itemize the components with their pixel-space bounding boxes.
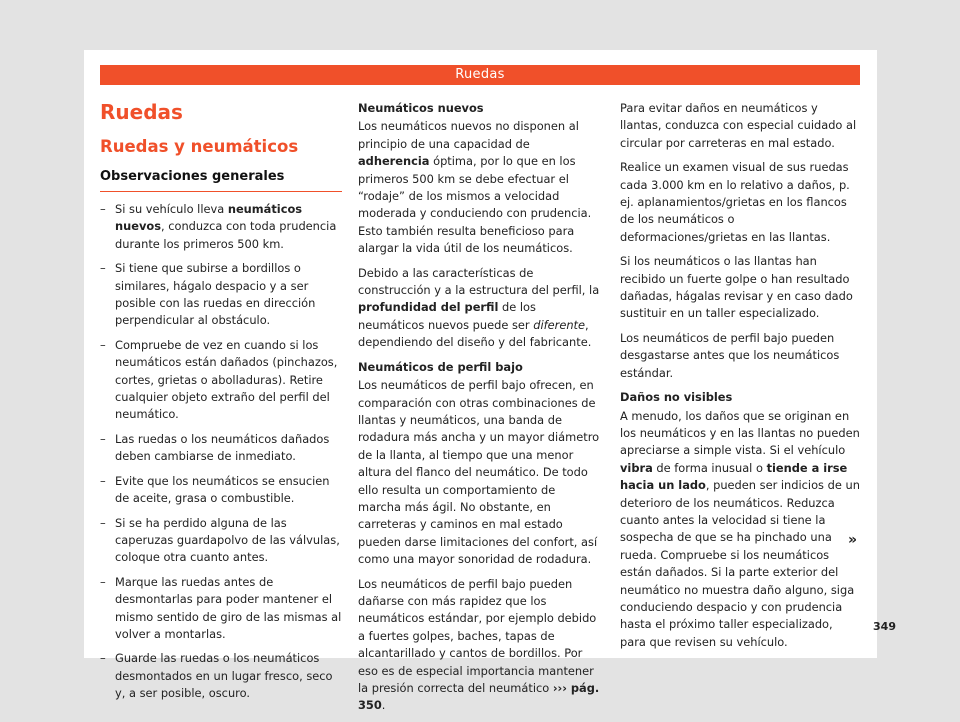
list-item: – Compruebe de vez en cuando si los neumáticos están dañados (pinchazos, cortes, grietas o abolladuras). Retire cualquier objeto extraño del perfil del neumático.	[100, 337, 342, 424]
heading-new-tyres: Neumáticos nuevos	[358, 101, 484, 115]
paragraph: Los neumáticos de perfil bajo ofrecen, en comparación con otras combinaciones de llantas y neumáticos, una banda de rodadura más ancha y un mayor diámetro de la llanta, al tiempo que una menor altura del flanco del neumático. De todo ello resulta un comportamiento de marcha más ágil. No obstante, en carreteras y caminos en mal estado pueden darse limitaciones del confort, así como una mayor sonoridad de rodadura.	[358, 378, 600, 567]
continue-marker: »	[848, 532, 858, 548]
running-header-label: Ruedas	[455, 67, 505, 82]
paragraph: Los neumáticos nuevos no disponen al principio de una capacidad de adherencia óptima, por lo que en los primeros 500 km se debe efectuar el “rodaje” de los mismos a velocidad moderada y conduciendo con prudencia. Esto también resulta beneficioso para alargar la vida útil de los neumáticos.	[358, 119, 592, 256]
list-item: – Marque las ruedas antes de desmontarlas para poder mantener el mismo sentido de giro de las mismas al volver a montarlas.	[100, 574, 342, 644]
paragraph: Los neumáticos de perfil bajo pueden dañarse con más rapidez que los neumáticos estándar, por ejemplo debido a fuertes golpes, baches, tapas de alcantarillado y cantos de bordillos. Por eso es de especial importancia mantener la presión correcta del neumático ››› pág. 350.	[358, 576, 600, 713]
chapter-subtitle: Ruedas y neumáticos	[100, 137, 299, 156]
paragraph: Realice un examen visual de sus ruedas cada 3.000 km en lo relativo a daños, p. ej. aplanamientos/grietas en los flancos de los neumáticos o deformaciones/grietas en las llantas.	[620, 160, 850, 244]
page-title: Ruedas	[100, 100, 183, 124]
list-item: – Evite que los neumáticos se ensucien de aceite, grasa o combustible.	[100, 473, 342, 508]
paragraph: A menudo, los daños que se originan en los neumáticos y en las llantas no pueden apreciarse a simple vista. Si el vehículo vibra de forma inusual o tiende a irse hacia un lado, pueden ser indicios de un deterioro de los neumáticos. Reduzca cuanto antes la velocidad si tiene la sospecha de que se ha pinchado una rueda. Compruebe si los neumáticos están dañados. Si la parte exterior del neumático no muestra daño alguno, siga conduciendo despacio y con prudencia hasta el próximo taller especializado, para que revisen su vehículo.	[620, 408, 860, 649]
bold-term: profundidad del perfil	[358, 300, 499, 315]
bold-term: adherencia	[358, 154, 430, 169]
list-item: – Las ruedas o los neumáticos dañados deben cambiarse de inmediato.	[100, 431, 342, 466]
list-item: – Si se ha perdido alguna de las caperuzas guardapolvo de las válvulas, coloque otra cuanto antes.	[100, 515, 342, 567]
list-item: – Guarde las ruedas o los neumáticos desmontados en un lugar fresco, seco y, a ser posible, oscuro.	[100, 650, 342, 702]
column-2	[358, 100, 600, 722]
list-item: – Si su vehículo lleva neumáticos nuevos, conduzca con toda prudencia durante los primeros 500 km.	[100, 201, 342, 253]
column-1	[100, 100, 342, 710]
page-reference-link[interactable]: ››› pág. 350	[358, 681, 600, 713]
heading-low-profile: Neumáticos de perfil bajo	[358, 359, 523, 374]
paragraph: Debido a las características de construcción y a la estructura del perfil, la profundidad del perfil de los neumáticos nuevos puede ser diferente, dependiendo del diseño y del fabricante.	[358, 265, 600, 350]
running-header	[100, 65, 860, 85]
paragraph: Los neumáticos de perfil bajo pueden desgastarse antes que los neumáticos estándar.	[620, 330, 840, 380]
bold-term: neumáticos nuevos	[115, 202, 303, 234]
heading-hidden-damage: Daños no visibles	[620, 390, 733, 405]
list-item: – Si tiene que subirse a bordillos o similares, hágalo despacio y a ser posible con las ruedas en dirección perpendicular al obstáculo.	[100, 260, 342, 330]
observations-list	[100, 201, 342, 703]
section-heading: Observaciones generales	[100, 168, 342, 192]
page-number: 349	[873, 620, 896, 633]
italic-term: diferente	[533, 317, 586, 332]
paragraph: Si los neumáticos o las llantas han recibido un fuerte golpe o han resultado dañadas, hágalas revisar y en caso dado sustituir en un taller especializado.	[620, 254, 853, 321]
column-3	[620, 100, 862, 658]
bold-term: tiende a irse hacia un lado	[620, 460, 848, 493]
paragraph: Para evitar daños en neumáticos y llantas, conduzca con especial cuidado al circular por carreteras en mal estado.	[620, 101, 857, 150]
bold-term: vibra	[620, 460, 653, 475]
